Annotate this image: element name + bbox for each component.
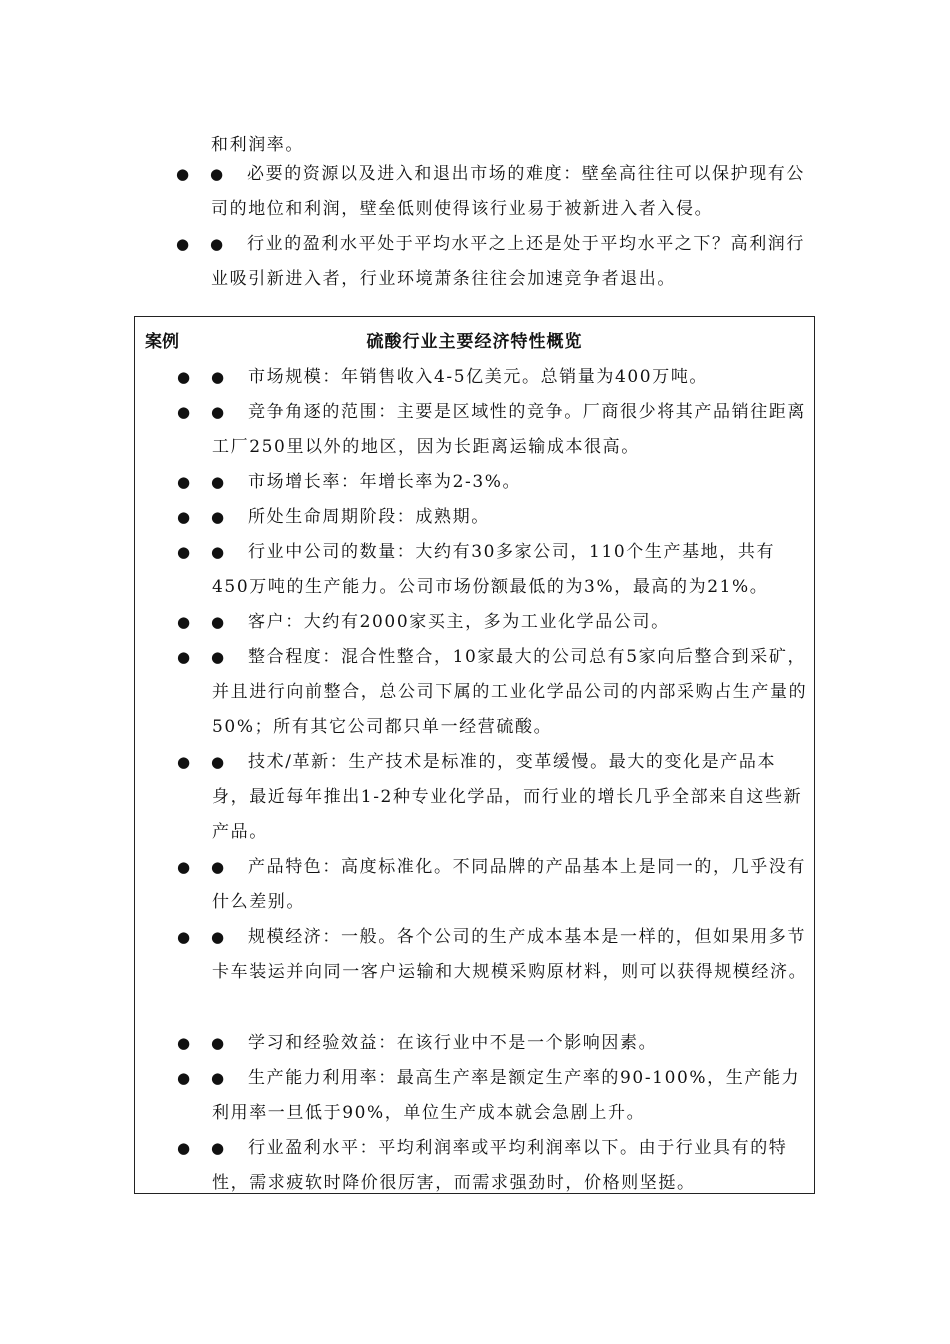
case-item-text: 客户：大约有2000家买主，多为工业化学品公司。 (248, 612, 670, 632)
case-study-box (134, 316, 815, 1194)
bullet-marker: ● ● (177, 543, 225, 561)
case-item-text: 市场规模：年销售收入4-5亿美元。总销量为400万吨。 (248, 367, 709, 387)
case-item-text: 技术/革新：生产技术是标准的，变革缓慢。最大的变化是产品本身，最近每年推出1-2种专业化学品，而行业的增长几乎全部来自这些新产品。 (212, 752, 803, 842)
bullet-marker: ● ● (177, 403, 225, 421)
bullet-marker: ● ● (176, 235, 224, 253)
intro-item-text: 必要的资源以及进入和退出市场的难度：壁垒高往往可以保护现有公司的地位和利润，壁垒低则使得该行业易于被新进入者入侵。 (211, 164, 805, 219)
bullet-marker: ● ● (177, 368, 225, 386)
case-item-text: 整合程度：混合性整合，10家最大的公司总有5家向后整合到采矿，并且进行向前整合，总公司下属的工业化学品公司的内部采购占生产量的50%；所有其它公司都只单一经营硫酸。 (212, 647, 808, 737)
intro-continuation-text: 和利润率。 (211, 135, 304, 155)
intro-item-text: 行业的盈利水平处于平均水平之上还是处于平均水平之下？高利润行业吸引新进入者，行业环境萧条往往会加速竞争者退出。 (211, 234, 805, 289)
bullet-marker: ● ● (177, 508, 225, 526)
case-label: 案例 (145, 332, 179, 352)
case-item-text: 生产能力利用率：最高生产率是额定生产率的90-100%，生产能力利用率一旦低于90%，单位生产成本就会急剧上升。 (212, 1068, 801, 1123)
case-item-text: 市场增长率：年增长率为2-3%。 (248, 472, 522, 492)
bullet-marker: ● ● (177, 753, 225, 771)
case-item-text: 规模经济：一般。各个公司的生产成本基本是一样的，但如果用多节卡车装运并向同一客户运输和大规模采购原材料，则可以获得规模经济。 (212, 927, 808, 982)
case-item-text: 所处生命周期阶段：成熟期。 (248, 507, 490, 527)
bullet-marker: ● ● (177, 1139, 225, 1157)
bullet-marker: ● ● (177, 1034, 225, 1052)
bullet-marker: ● ● (177, 648, 225, 666)
case-title: 硫酸行业主要经济特性概览 (366, 332, 583, 352)
case-item-text: 学习和经验效益：在该行业中不是一个影响因素。 (248, 1033, 658, 1053)
bullet-marker: ● ● (176, 165, 224, 183)
bullet-marker: ● ● (177, 473, 225, 491)
case-item-text: 行业盈利水平：平均利润率或平均利润率以下。由于行业具有的特性，需求疲软时降价很厉害，而需求强劲时，价格则坚挺。 (212, 1138, 788, 1193)
bullet-marker: ● ● (177, 928, 225, 946)
case-list (1, 317, 950, 1193)
case-item-text: 竞争角逐的范围：主要是区域性的竞争。厂商很少将其产品销往距离工厂250里以外的地区，因为长距离运输成本很高。 (212, 402, 806, 457)
bullet-marker: ● ● (177, 858, 225, 876)
case-item-text: 产品特色：高度标准化。不同品牌的产品基本上是同一的，几乎没有什么差别。 (212, 857, 806, 912)
case-item-text: 行业中公司的数量：大约有30多家公司，110个生产基地，共有450万吨的生产能力。公司市场份额最低的为3%，最高的为21%。 (212, 542, 776, 597)
bullet-marker: ● ● (177, 1069, 225, 1087)
bullet-marker: ● ● (177, 613, 225, 631)
